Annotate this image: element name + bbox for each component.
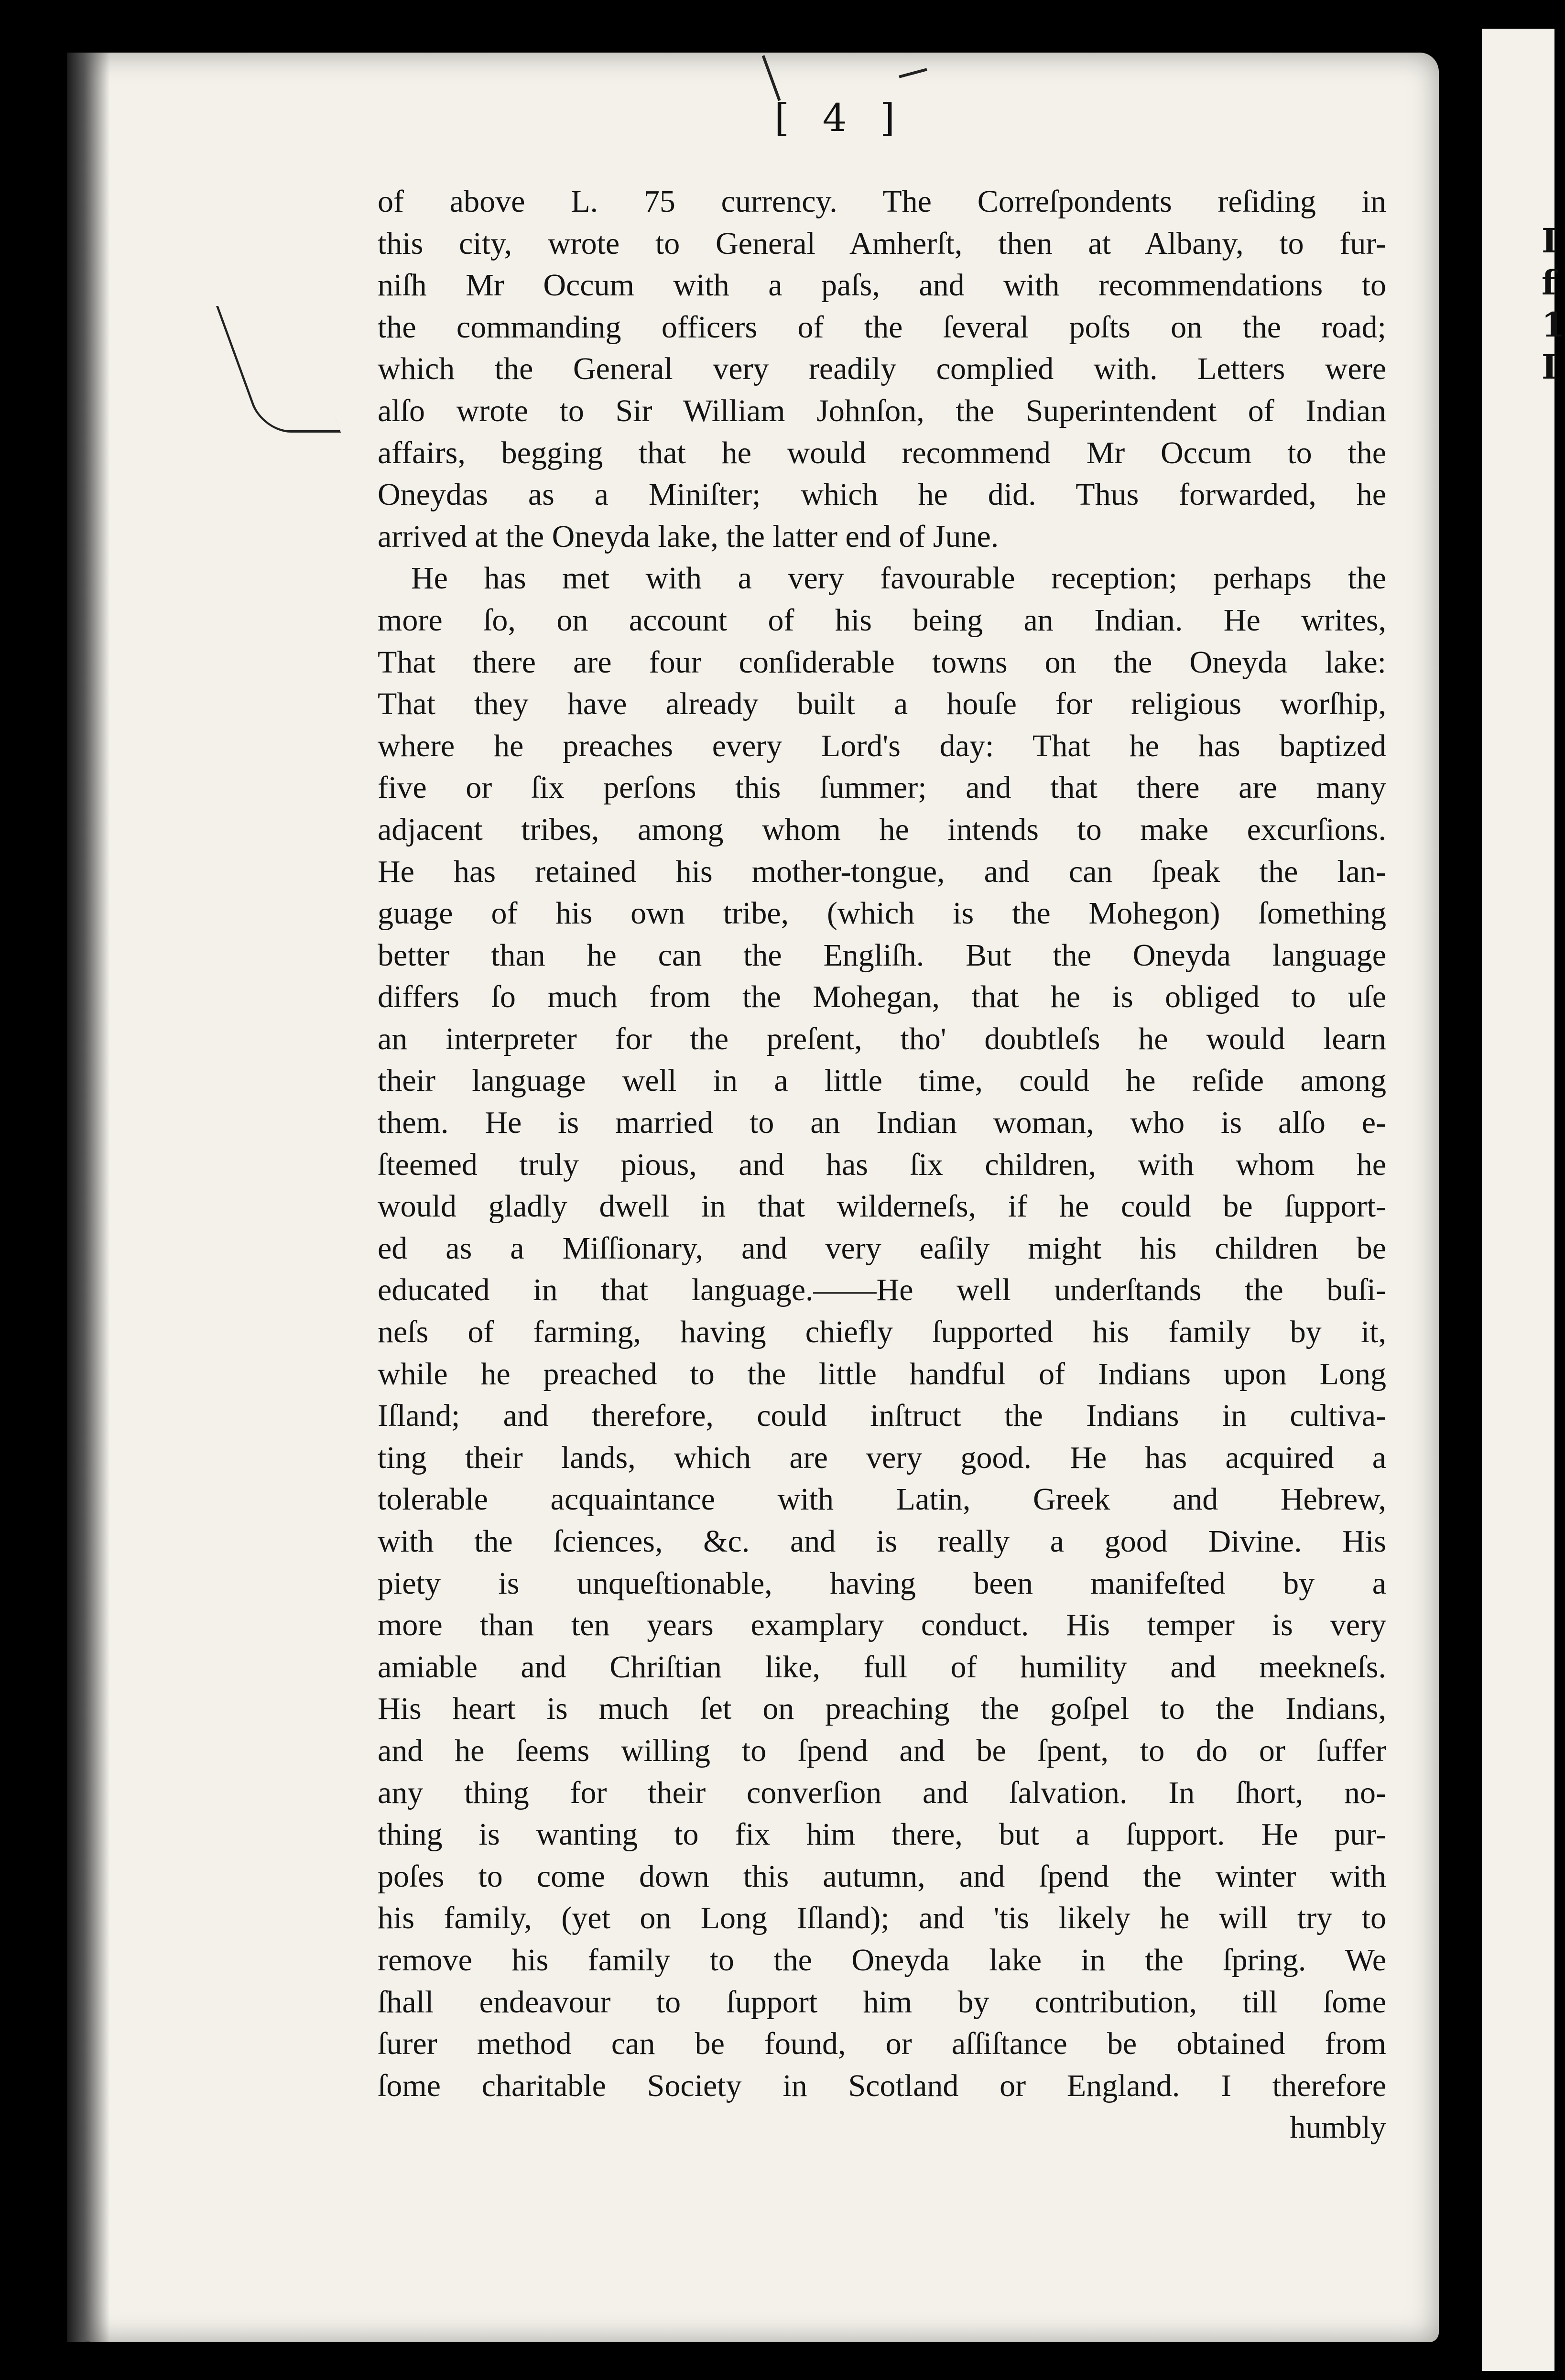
text-line: where he preaches every Lord's day: That he has baptized [378,728,1386,763]
adjacent-page-mark: 1 [1542,305,1565,345]
text-line: ſhall endeavour to ſupport him by contribution, till ſome [378,1984,1386,2020]
text-line: more ſo, on account of his being an Indian. He writes, [378,602,1386,638]
text-line: more than ten years examplary conduct. His temper is very [378,1608,1386,1643]
text-line: five or ſix perſons this ſummer; and that there are many [378,770,1386,805]
text-line: That there are four conſiderable towns on the Oneyda lake: [378,644,1386,680]
text-line: would gladly dwell in that wilderneſs, if he could be ſupport- [378,1189,1386,1224]
text-line: with the ſciences, &c. and is really a good Divine. His [378,1524,1386,1559]
text-line: educated in that language.——He well underſtands the buſi- [378,1272,1386,1308]
text-line: ſome charitable Society in Scotland or England. I therefore [378,2068,1386,2103]
text-line: them. He is married to an Indian woman, who is alſo e- [378,1105,1386,1141]
text-line: ting their lands, which are very good. He has acquired a [378,1440,1386,1475]
text-line: differs ſo much from the Mohegan, that he is obliged to uſe [378,979,1386,1015]
adjacent-page-mark: I [1542,347,1557,387]
page-shadow-edge [67,53,110,2342]
text-line: arrived at the Oneyda lake, the latter end of June. [378,519,999,554]
text-line: tolerable acquaintance with Latin, Greek and Hebrew, [378,1482,1386,1517]
text-line: remove his family to the Oneyda lake in the ſpring. We [378,1942,1386,1978]
adjacent-page-mark: I [1542,221,1557,261]
text-line: their language well in a little time, could he reſide among [378,1063,1386,1098]
text-line: He has retained his mother-tongue, and can ſpeak the lan- [378,854,1386,889]
text-line: his family, (yet on Long Iſland); and 'tis likely he will try to [378,1901,1386,1936]
text-line: He has met with a very favourable reception; perhaps the [411,561,1386,596]
text-line: niſh Mr Occum with a paſs, and with recommendations to [378,268,1386,303]
catchword: humbly [1290,2110,1386,2145]
text-line: of above L. 75 currency. The Correſpondents reſiding in [378,184,1386,219]
text-line: affairs, begging that he would recommend Mr Occum to the [378,435,1386,470]
text-line: piety is unqueſtionable, having been manifeſted by a [378,1565,1386,1601]
text-line: ſurer method can be found, or aſſiſtance be obtained from [378,2026,1386,2062]
text-line: neſs of farming, having chiefly ſupported his family by it, [378,1315,1386,1350]
text-line: and he ſeems willing to ſpend and be ſpent, to do or ſuffer [378,1733,1386,1768]
text-line: poſes to come down this autumn, and ſpend the winter with [378,1858,1386,1894]
text-line: ſteemed truly pious, and has ſix children, with whom he [378,1147,1386,1182]
text-line: the commanding officers of the ſeveral poſts on the road; [378,309,1386,345]
text-line: That they have already built a houſe for religious worſhip, [378,686,1386,722]
adjacent-page-mark: f [1542,263,1556,303]
text-line: Iſland; and therefore, could inſtruct the Indians in cultiva- [378,1398,1386,1434]
text-line: thing is wanting to fix him there, but a ſupport. He pur- [378,1817,1386,1852]
text-line: guage of his own tribe, (which is the Mohegon) ſomething [378,896,1386,931]
text-line: while he preached to the little handful of Indians upon Long [378,1356,1386,1391]
text-line: an interpreter for the preſent, tho' doubtleſs he would learn [378,1021,1386,1056]
text-line: His heart is much ſet on preaching the goſpel to the Indians, [378,1691,1386,1727]
adjacent-page-text [1542,220,1565,388]
text-line: this city, wrote to General Amherſt, then at Albany, to fur- [378,226,1386,261]
text-line: amiable and Chriſtian like, full of humility and meekneſs. [378,1649,1386,1684]
text-line: Oneydas as a Miniſter; which he did. Thus forwarded, he [378,477,1386,512]
text-line: ed as a Miſſionary, and very eaſily might his children be [378,1230,1386,1266]
text-line: adjacent tribes, among whom he intends to make excurſions. [378,812,1386,847]
text-line: better than he can the Engliſh. But the Oneyda language [378,937,1386,973]
page-number: [ 4 ] [774,96,906,140]
body-text [378,181,1386,2149]
text-line: alſo wrote to Sir William Johnſon, the Superintendent of Indian [378,393,1386,428]
text-line: which the General very readily complied with. Letters were [378,351,1386,387]
text-line: any thing for their converſion and ſalvation. In ſhort, no- [378,1775,1386,1810]
